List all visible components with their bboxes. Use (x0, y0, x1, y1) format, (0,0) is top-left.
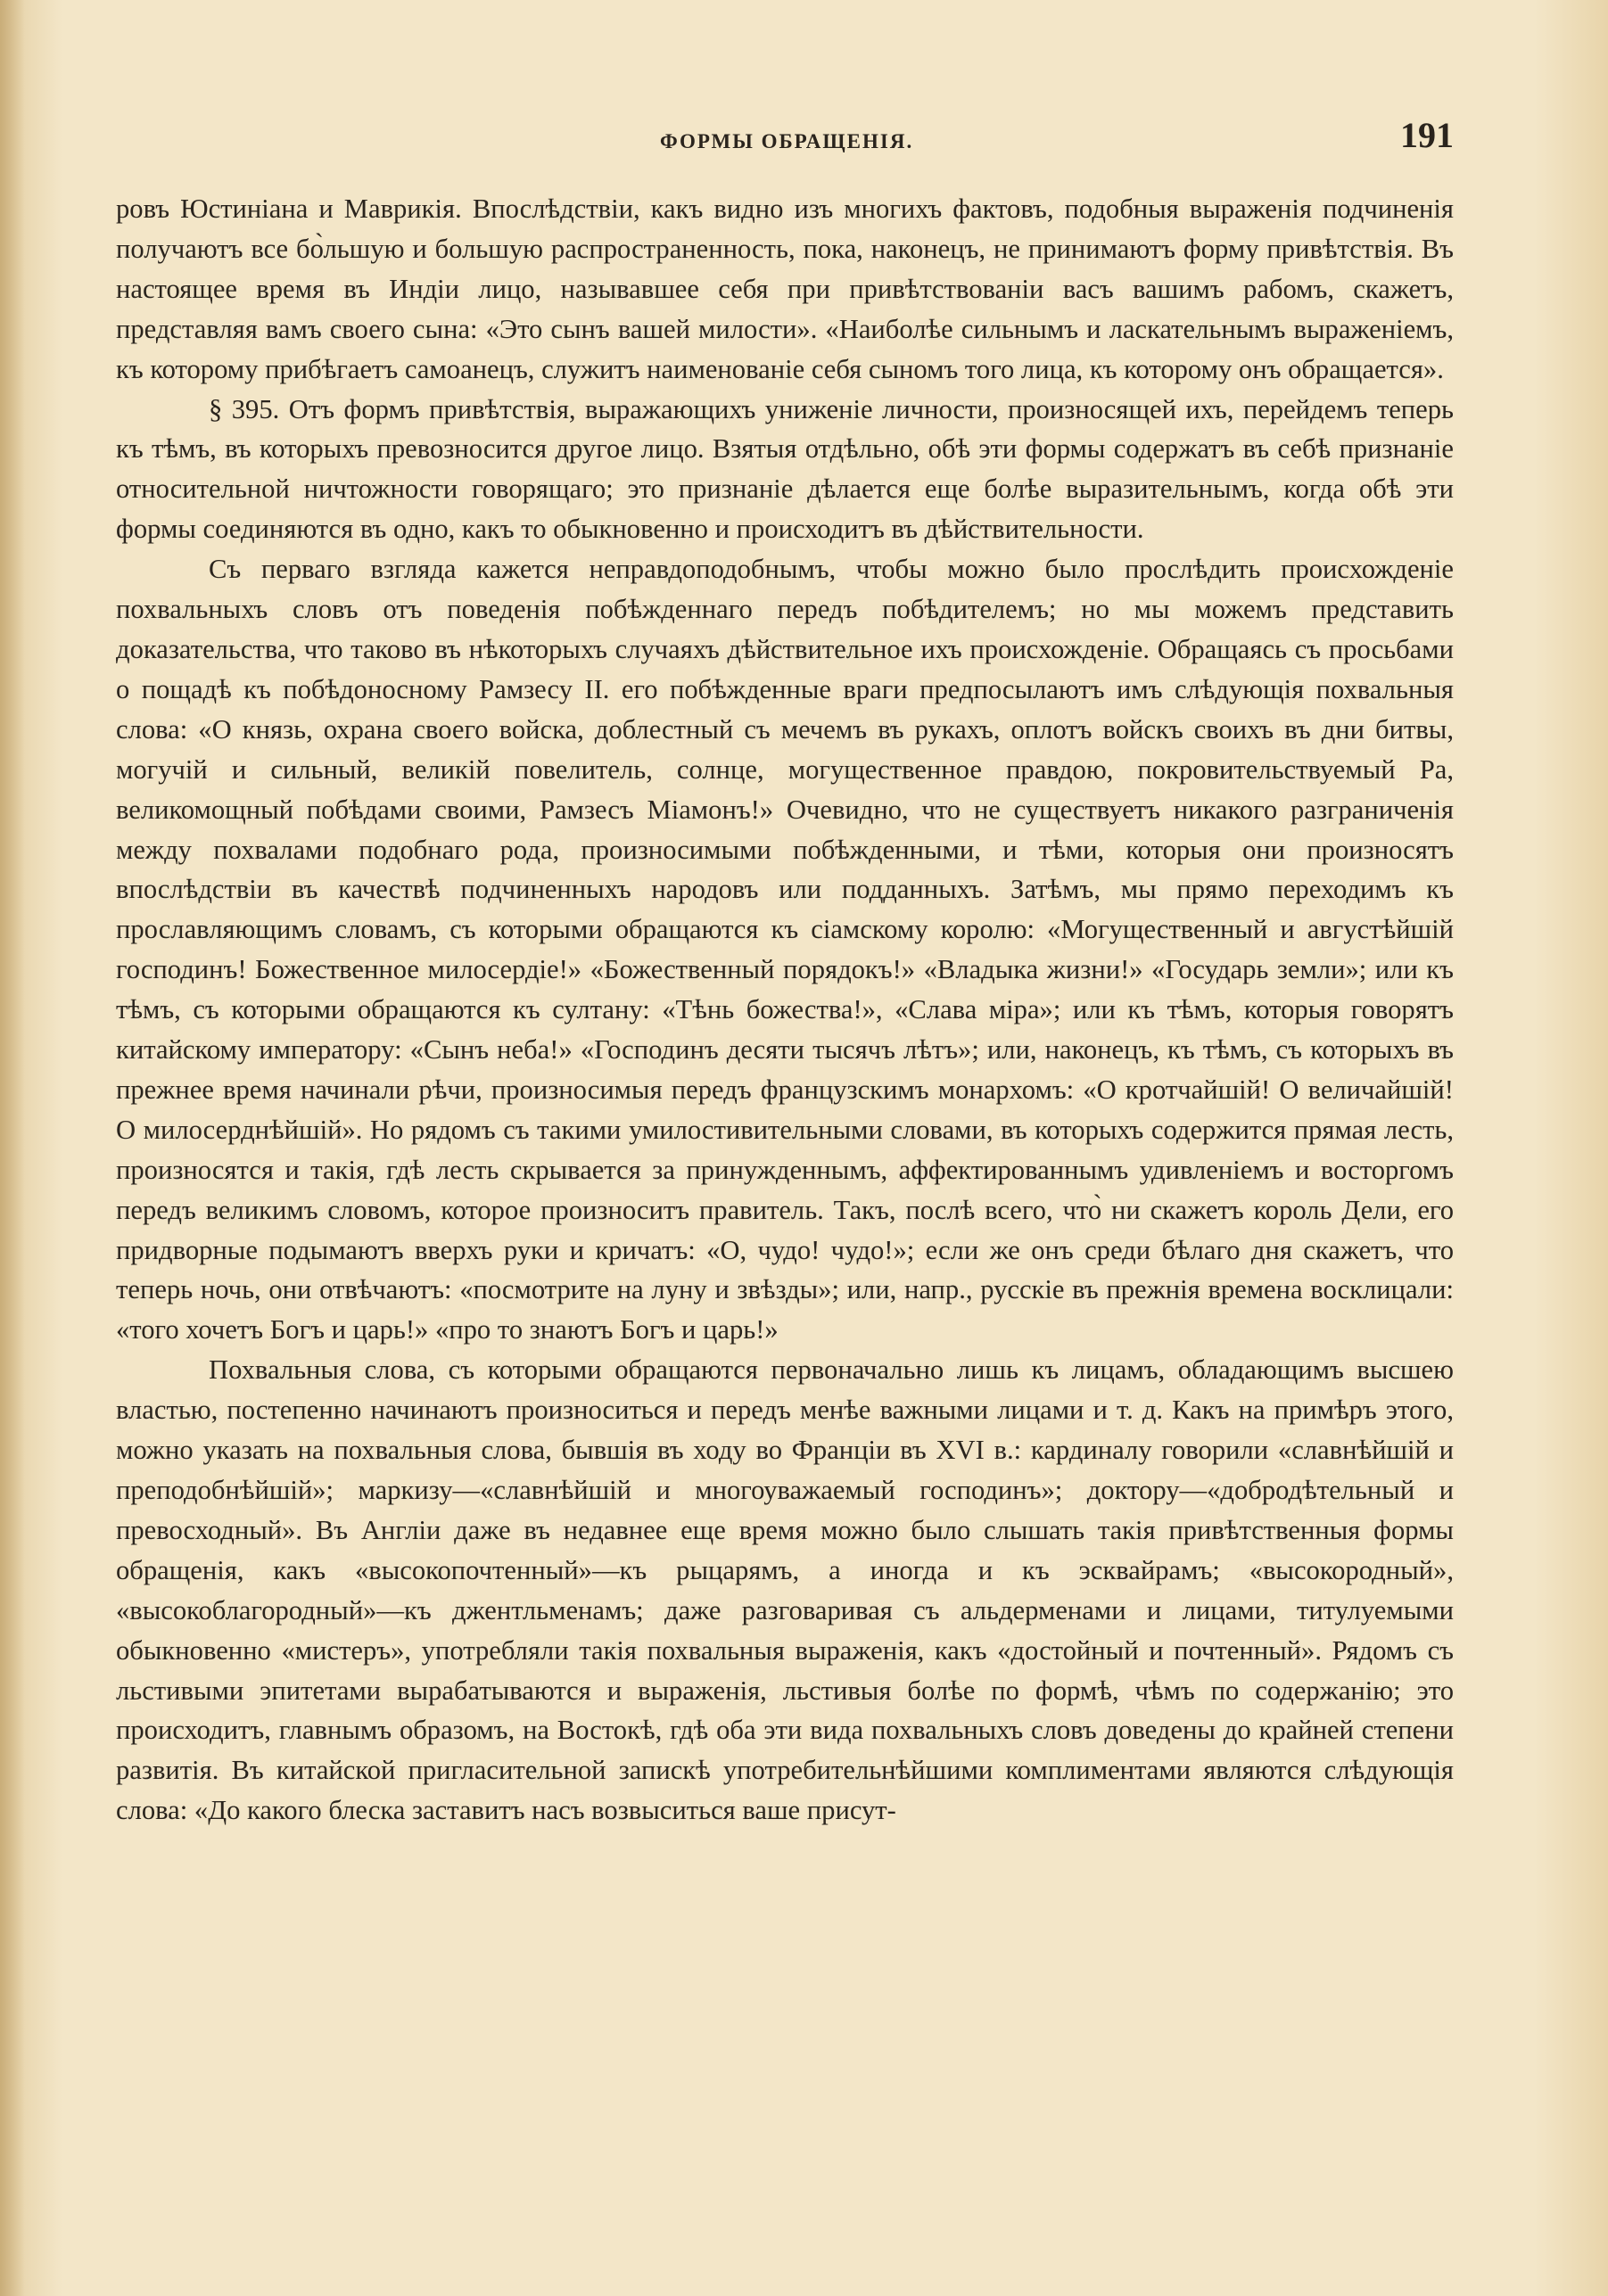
paragraph-praise-origins: Съ перваго взгляда кажется неправдоподобнымъ, чтобы можно было прослѣдить происхожденіе похвальныхъ словъ отъ поведенія побѣжденнаго передъ побѣдителемъ; но мы можемъ представить доказательства, что таково въ нѣкоторыхъ случаяхъ дѣйствительное ихъ происхожденіе. Обращаясь съ просьбами о пощадѣ къ побѣдоносному Рамзесу II. его побѣжденные враги предпосылаютъ имъ слѣдующія похвальныя слова: «О князь, охрана своего войска, доблестный съ мечемъ въ рукахъ, оплотъ войскъ своихъ въ дни битвы, могучій и сильный, великій повелитель, солнце, могущественное правдою, покровительствуемый Ра, великомощный побѣдами своими, Рамзесъ Міамонъ!» Очевидно, что не существуетъ никакого разграниченія между похвалами подобнаго рода, произносимыми побѣжденными, и тѣми, которыя они произносятъ впослѣдствіи въ качествѣ подчиненныхъ народовъ или подданныхъ. Затѣмъ, мы прямо переходимъ къ прославляющимъ словамъ, съ которыми обращаются къ сіамскому королю: «Могущественный и августѣйшій господинъ! Божественное милосердіе!» «Божественный порядокъ!» «Владыка жизни!» «Государь земли»; или къ тѣмъ, съ которыми обращаются къ султану: «Тѣнь божества!», «Слава міра»; или къ тѣмъ, которыя говорятъ китайскому императору: «Сынъ неба!» «Господинъ десяти тысячъ лѣтъ»; или, наконецъ, къ тѣмъ, съ которыхъ въ прежнее время начинали рѣчи, произносимыя передъ французскимъ монархомъ: «О кротчайшій! О величайшій! О милосерднѣйшій». Но рядомъ съ такими умилостивительными словами, въ которыхъ содержится прямая лесть, произносятся и такія, гдѣ лесть скрывается за принужденнымъ, аффектированнымъ удивленіемъ и восторгомъ передъ великимъ словомъ, которое произноситъ правитель. Такъ, послѣ всего, что̀ ни скажетъ король Дели, его придворные подымаютъ вверхъ руки и кричатъ: «О, чудо! чудо!»; если же онъ среди бѣлаго дня скажетъ, что теперь ночь, они отвѣчаютъ: «посмотрите на луну и звѣзды»; или, напр., русскіе въ прежнія времена восклицали: «того хочетъ Богъ и царь!» «про то знаютъ Богъ и царь!» (116, 554, 1454, 1346)
page-number: 191 (1400, 115, 1454, 155)
running-head: ФОРМЫ ОБРАЩЕНІЯ. (660, 130, 914, 152)
paragraph-section-395: § 395. Отъ формъ привѣтствія, выражающихъ униженіе личности, произносящей ихъ, перейдемъ теперь къ тѣмъ, въ которыхъ превозносится другое лицо. Взятыя отдѣльно, обѣ эти формы содержатъ въ себѣ признаніе относительной ничтожности говорящаго; это признаніе дѣлается еще болѣе выразительнымъ, когда обѣ эти формы соединяются въ одно, какъ то обыкновенно и происходитъ въ дѣйствительности. (116, 393, 1454, 545)
page-header (116, 114, 1454, 168)
paragraph-continuation: ровъ Юстиніана и Маврикія. Впослѣдствіи, какъ видно изъ многихъ фактовъ, подобныя выраженія подчиненія получаютъ все бо̀льшую и большую распространенность, пока, наконецъ, не принимаютъ форму привѣтствія. Въ настоящее время въ Индіи лицо, называвшее себя при привѣтствованіи васъ вашимъ рабомъ, скажетъ, представляя вамъ своего сына: «Это сынъ вашей милости». «Наиболѣе сильнымъ и ласкательнымъ выраженіемъ, къ которому прибѣгаетъ самоанецъ, служитъ наименованіе себя сыномъ того лица, къ которому онъ обращается». (116, 193, 1454, 384)
spine-shadow (0, 0, 25, 2296)
body-text (116, 189, 1454, 1831)
paragraph-praise-spread: Похвальныя слова, съ которыми обращаются первоначально лишь къ лицамъ, обладающимъ высшею властью, постепенно начинаютъ произноситься и передъ менѣе важными лицами и т. д. Какъ на примѣръ этого, можно указать на похвальныя слова, бывшія въ ходу во Франціи въ XVI в.: кардиналу говорили «славнѣйшій и преподобнѣйшій»; маркизу—«славнѣйшій и многоуважаемый господинъ»; доктору—«добродѣтельный и превосходный». Въ Англіи даже въ недавнее еще время можно было слышать такія привѣтственныя формы обращенія, какъ «высокопочтенный»—къ рыцарямъ, а иногда и къ эсквайрамъ; «высокородный», «высокоблагородный»—къ джентльменамъ; даже разговаривая съ альдерменами и лицами, титулуемыми обыкновенно «мистеръ», употребляли такія похвальныя выраженія, какъ «достойный и почтенный». Рядомъ съ льстивыми эпитетами вырабатываются и выраженія, льстивыя болѣе по формѣ, чѣмъ по содержанію; это происходитъ, главнымъ образомъ, на Востокѣ, гдѣ оба эти вида похвальныхъ словъ доведены до крайней степени развитія. Въ китайской пригласительной запискѣ употребительнѣйшими комплиментами являются слѣдующія слова: «До какого блеска заставитъ насъ возвыситься ваше присут- (116, 1354, 1454, 1826)
